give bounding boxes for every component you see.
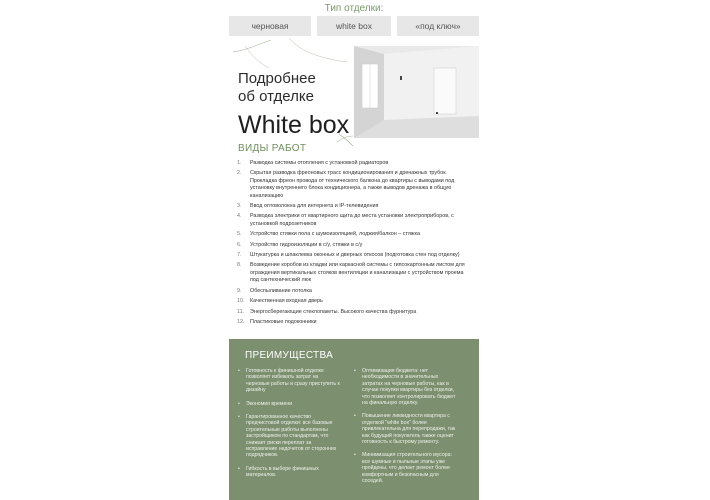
works-item-text: Возведение коробов из кладки или каркасной системы с гипсокартонным листом для ограждения вертикальных стояков вентиляции и канализации с устройством проема под сантехнический люк: [250, 262, 465, 284]
advantage-item: • Минимизация строительного мусора: все шумные и пыльные этапы уже пройдены, что делает ремонт более комфортным и безопасным для соседей.: [353, 452, 457, 484]
works-section-title: ВИДЫ РАБОТ: [238, 143, 307, 154]
works-list-item: [229, 170, 479, 200]
works-item-number: 2.: [237, 170, 242, 177]
hero-heading: [238, 70, 358, 140]
advantage-item: • Повышение ликвидности квартира с отделкой "white box" более привлекательна для перепродажи, так как будущий покупатель также оценит готовность к быстрому ремонту.: [353, 413, 457, 445]
works-list: [229, 160, 479, 329]
tab-turnkey[interactable]: «под ключ»: [397, 16, 479, 36]
works-item-text: Штукатурка и шпаклевка оконных и дверных откосов (подготовка стен под отделку): [250, 252, 460, 259]
finish-info-page: [229, 0, 479, 500]
advantages-title: ПРЕИМУЩЕСТВА: [245, 350, 334, 361]
works-item-number: 10.: [237, 298, 245, 305]
works-list-item: [229, 319, 479, 326]
works-item-number: 4.: [237, 213, 242, 220]
advantage-item: • Оптимизация бюджета: нет необходимости в значительных затратах на черновые работы, как в случае покупки квартиры без отделки, что позволяет контролировать бюджет на финальную отделку.: [353, 368, 457, 406]
white-room-photo: [354, 46, 479, 138]
hero-line-1: Подробнее: [238, 70, 316, 87]
works-item-number: 8.: [237, 262, 242, 269]
works-list-item: [229, 262, 479, 284]
works-list-item: [229, 309, 479, 316]
works-item-number: 1.: [237, 160, 242, 166]
advantage-item: • Готовность к финишной отделке позволяет избежать затрат на черновые работы и сразу приступить к дизайну: [237, 368, 341, 394]
tab-white-box[interactable]: white box: [317, 16, 391, 36]
works-list-item: [229, 160, 479, 167]
works-item-text: Энергосберегающие стеклопакеты. Высокого качества фурнитура: [250, 308, 417, 315]
works-list-item: [229, 213, 479, 228]
works-item-number: 7.: [237, 252, 242, 259]
advantage-item: • Гарантированное качество предчистовой отделки: все базовые строительные работы выполнены застройщиком по стандартам, что снижает риски переплат за исправление недочетов от сторонних подрядчиков.: [237, 414, 341, 459]
advantages-section: [229, 339, 479, 500]
works-item-number: 5.: [237, 231, 242, 238]
works-item-number: 3.: [237, 203, 242, 210]
works-item-number: 9.: [237, 287, 242, 294]
advantages-right-column: [353, 368, 457, 492]
works-list-item: [229, 203, 479, 210]
works-item-text: Устройство гидроизоляции в с/у, стяжки в с/у: [250, 241, 363, 248]
works-item-text: Разводка системы отопления с установкой радиаторов: [250, 160, 389, 166]
works-item-number: 12.: [237, 318, 245, 325]
works-item-number: 11.: [237, 308, 245, 315]
works-item-text: Ввод оптоволокна для интернета и IP-телевидения: [250, 203, 379, 210]
works-item-text: Качественная входная дверь: [250, 298, 323, 305]
works-list-item: [229, 298, 479, 305]
advantage-item: • Гибкость в выборе финишных материалов.: [237, 466, 341, 479]
works-item-text: Устройство стяжки пола с шумоизоляцией, лоджия/балкон – стяжка: [250, 231, 420, 238]
works-item-text: Пластиковые подоконники: [250, 318, 317, 325]
finish-type-tabs: [229, 16, 479, 36]
works-list-item: [229, 242, 479, 249]
works-item-text: Скрытая разводка фреоновых трасс кондиционирования и дренажных трубок. Прокладка фреон провода от технического балкона до квартиры с выводами под установку внутреннего блока кондиционера, а также выводов дренажа в общую канализацию: [250, 170, 455, 199]
works-list-item: [229, 231, 479, 238]
advantage-item: • Экономия времени: [237, 401, 341, 407]
finish-type-title: Тип отделки:: [324, 3, 384, 14]
works-item-number: 6.: [237, 241, 242, 248]
works-item-text: Разводка электрики от квартирного щита до места установки электроприборов, с установкой подрозетников: [250, 213, 454, 227]
works-list-item: [229, 252, 479, 259]
works-list-item: [229, 288, 479, 295]
hero-title: White box: [238, 111, 350, 139]
tab-rough[interactable]: черновая: [229, 16, 311, 36]
works-item-text: Обеспыливание потолка: [250, 287, 312, 294]
hero-line-2: об отделке: [238, 88, 314, 105]
advantages-left-column: [237, 368, 341, 486]
